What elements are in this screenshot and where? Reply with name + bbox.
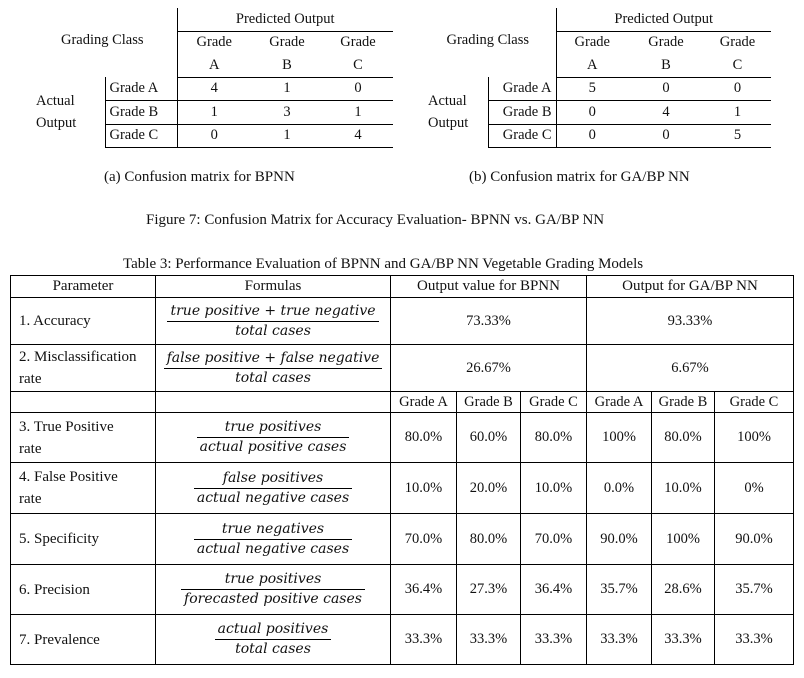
value-cell: 33.3% [587,615,652,665]
col-head-grade: Grade [269,34,305,51]
col-head-grade: Grade [719,34,756,51]
value-cell: 0.0% [587,463,652,514]
matrix-cell: 3 [251,101,323,125]
value-cell: 36.4% [391,565,457,615]
value-cell: 33.3% [521,615,587,665]
matrix-cell: 0 [704,77,771,101]
matrix-cell: 1 [251,77,323,101]
table-row [11,514,794,565]
value-cell: 80.0% [652,413,715,463]
value-cell: 100% [652,514,715,565]
grade-header: Grade B [457,392,521,413]
value-cell: 80.0% [457,514,521,565]
header-formulas: Formulas [156,276,391,298]
value-cell: 26.67% [391,345,587,392]
row-label: Grade A [488,77,556,101]
formula: $\frac{\text{false positive + false negative}}{\text{total cases}}$ [156,345,391,392]
value-cell: 70.0% [391,514,457,565]
value-cell: 10.0% [521,463,587,514]
grading-class-label: Grading Class [60,32,144,48]
value-cell: 33.3% [391,615,457,665]
table-row [11,565,794,615]
table-row [11,413,794,463]
row-label: Grade C [488,124,556,148]
table-row [11,345,794,392]
value-cell: 33.3% [652,615,715,665]
row-label: Grade A [105,77,177,101]
grade-header: Grade B [652,392,715,413]
col-head-letter: B [251,54,323,77]
header-row [11,276,794,298]
empty-cell [156,392,391,413]
formula: $\frac{\text{true positives}}{\text{forecasted positive cases}}$ [156,565,391,615]
value-cell: 35.7% [587,565,652,615]
row-label: Grade C [105,124,177,148]
value-cell: 28.6% [652,565,715,615]
matrix-cell: 0 [323,77,393,101]
formula: $\frac{\text{false positives}}{\text{actual negative cases}}$ [156,463,391,514]
value-cell: 20.0% [457,463,521,514]
header-parameter: Parameter [11,276,156,298]
value-cell: 90.0% [587,514,652,565]
col-head-letter: C [323,54,393,77]
header-bpnn: Output value for BPNN [391,276,587,298]
value-cell: 33.3% [715,615,794,665]
value-cell: 10.0% [391,463,457,514]
value-cell: 80.0% [521,413,587,463]
param-label: 6. Precision [11,565,156,615]
value-cell: 100% [715,413,794,463]
grade-header-row [11,392,794,413]
figure-caption: Figure 7: Confusion Matrix for Accuracy Evaluation- BPNN vs. GA/BP NN [146,212,605,228]
matrix-cell: 1 [704,101,771,125]
matrix-cell: 1 [323,101,393,125]
formula: $\frac{\text{actual positives}}{\text{total cases}}$ [156,615,391,665]
matrix-cell: 4 [628,101,704,125]
matrix-cell: 0 [556,101,628,125]
param-label: 7. Prevalence [11,615,156,665]
value-cell: 10.0% [652,463,715,514]
predicted-output-header: Predicted Output [177,8,393,31]
grade-header: Grade C [715,392,794,413]
matrix-cell: 4 [177,77,251,101]
actual-output-label: Actual Output [36,93,77,132]
confusion-matrix-ga-bpnn [420,8,771,148]
formula: $\frac{\text{true negatives}}{\text{actual negative cases}}$ [156,514,391,565]
value-cell: 0% [715,463,794,514]
value-cell: 60.0% [457,413,521,463]
matrix-cell: 1 [177,101,251,125]
row-label: Grade B [105,101,177,125]
value-cell: 73.33% [391,298,587,345]
value-cell: 33.3% [457,615,521,665]
grade-header: Grade A [587,392,652,413]
formula: $\frac{\text{true positives}}{\text{actual positive cases}}$ [156,413,391,463]
table-row [11,615,794,665]
value-cell: 27.3% [457,565,521,615]
value-cell: 90.0% [715,514,794,565]
matrix-cell: 1 [251,124,323,148]
matrix-cell: 0 [556,124,628,148]
col-head-grade: Grade [177,31,251,54]
predicted-output-header: Predicted Output [556,8,771,31]
matrix-cell: 0 [628,124,704,148]
matrix-cell: 0 [177,124,251,148]
grade-header: Grade A [391,392,457,413]
value-cell: 35.7% [715,565,794,615]
param-label: 3. True Positive rate [11,413,156,463]
caption-b: (b) Confusion matrix for GA/BP NN [469,169,690,185]
param-label: 1. Accuracy [11,298,156,345]
value-cell: 36.4% [521,565,587,615]
caption-a: (a) Confusion matrix for BPNN [104,169,295,185]
col-head-letter: C [704,54,771,77]
row-label: Grade B [488,101,556,125]
matrix-cell: 5 [704,124,771,148]
param-label: 5. Specificity [11,514,156,565]
matrix-cell: 5 [556,77,628,101]
table-caption: Table 3: Performance Evaluation of BPNN and GA/BP NN Vegetable Grading Models [123,256,644,272]
value-cell: 6.67% [587,345,794,392]
value-cell: 100% [587,413,652,463]
col-head-letter: A [177,54,251,77]
col-head-letter: B [628,54,704,77]
actual-output-label: Actual Output [428,93,469,132]
col-head-letter: A [556,54,628,77]
col-head-grade: Grade [556,31,628,54]
param-label: 4. False Positive rate [11,463,156,514]
grade-header: Grade C [521,392,587,413]
performance-table [10,275,794,665]
header-ga-bpnn: Output for GA/BP NN [587,276,794,298]
value-cell: 70.0% [521,514,587,565]
col-head-grade: Grade [648,34,684,51]
table-row [11,298,794,345]
col-head-grade: Grade [340,34,376,51]
matrix-cell: 0 [628,77,704,101]
empty-cell [11,392,156,413]
value-cell: 80.0% [391,413,457,463]
confusion-matrix-bpnn [28,8,393,148]
table-row [11,463,794,514]
grading-class-label: Grading Class [446,32,530,48]
matrix-cell: 4 [323,124,393,148]
value-cell: 93.33% [587,298,794,345]
formula: $\frac{\text{true positive + true negative}}{\text{total cases}}$ [156,298,391,345]
param-label: 2. Misclassification rate [11,345,156,392]
